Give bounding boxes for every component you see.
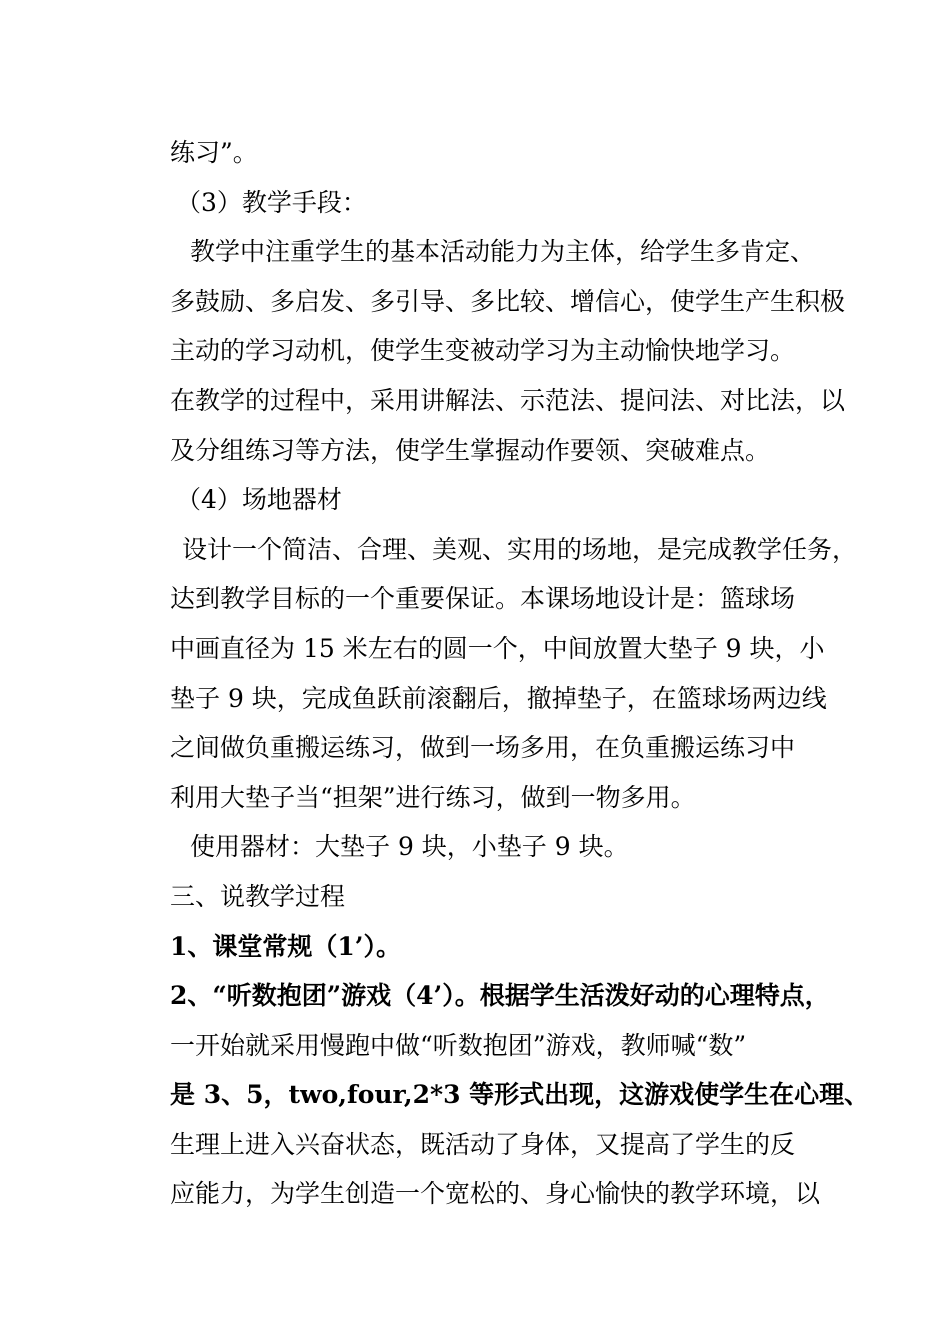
text-line: 一开始就采用慢跑中做“听数抱团”游戏，教师喊“数” — [170, 1030, 747, 1060]
text-line: 中画直径为 15 米左右的圆一个，中间放置大垫子 9 块，小 — [170, 633, 825, 663]
text-line: 利用大垫子当“担架”进行练习，做到一物多用。 — [170, 782, 696, 812]
text-line: 使用器材：大垫子 9 块，小垫子 9 块。 — [190, 832, 629, 862]
text-line: 垫子 9 块，完成鱼跃前滚翻后，撤掉垫子，在篮球场两边线 — [170, 683, 827, 713]
section-heading-teaching-process: 三、说教学过程 — [170, 881, 346, 911]
text-line: 教学中注重学生的基本活动能力为主体，给学生多肯定、 — [190, 237, 816, 267]
text-line: 达到教学目标的一个重要保证。本课场地设计是：篮球场 — [170, 584, 796, 614]
text-line: 生理上进入兴奋状态，既活动了身体，又提高了学生的反 — [170, 1129, 796, 1159]
text-line: 在教学的过程中，采用讲解法、示范法、提问法、对比法，以 — [170, 385, 846, 415]
text-line: 应能力，为学生创造一个宽松的、身心愉快的教学环境，以 — [170, 1179, 821, 1209]
text-line: 1、课堂常规（1’）。 — [170, 931, 401, 961]
text-line: 2、“听数抱团”游戏（4’）。根据学生活泼好动的心理特点， — [170, 981, 830, 1011]
text-line: 设计一个简洁、合理、美观、实用的场地，是完成教学任务， — [182, 534, 858, 564]
text-line: 之间做负重搬运练习，做到一场多用，在负重搬运练习中 — [170, 733, 796, 763]
text-line: 多鼓励、多启发、多引导、多比较、增信心，使学生产生积极 — [170, 286, 846, 316]
text-line: 是 3、5，two,four,2*3 等形式出现，这游戏使学生在心理、 — [170, 1080, 870, 1110]
text-line: 练习”。 — [170, 138, 258, 167]
text-line: 主动的学习动机，使学生变被动学习为主动愉快地学习。 — [170, 336, 796, 366]
section-heading-venue-equipment: （4）场地器材 — [176, 485, 342, 515]
section-heading-teaching-means: （3）教学手段： — [176, 187, 367, 217]
document-body — [170, 128, 870, 1219]
text-line: 及分组练习等方法，使学生掌握动作要领、突破难点。 — [170, 435, 771, 465]
